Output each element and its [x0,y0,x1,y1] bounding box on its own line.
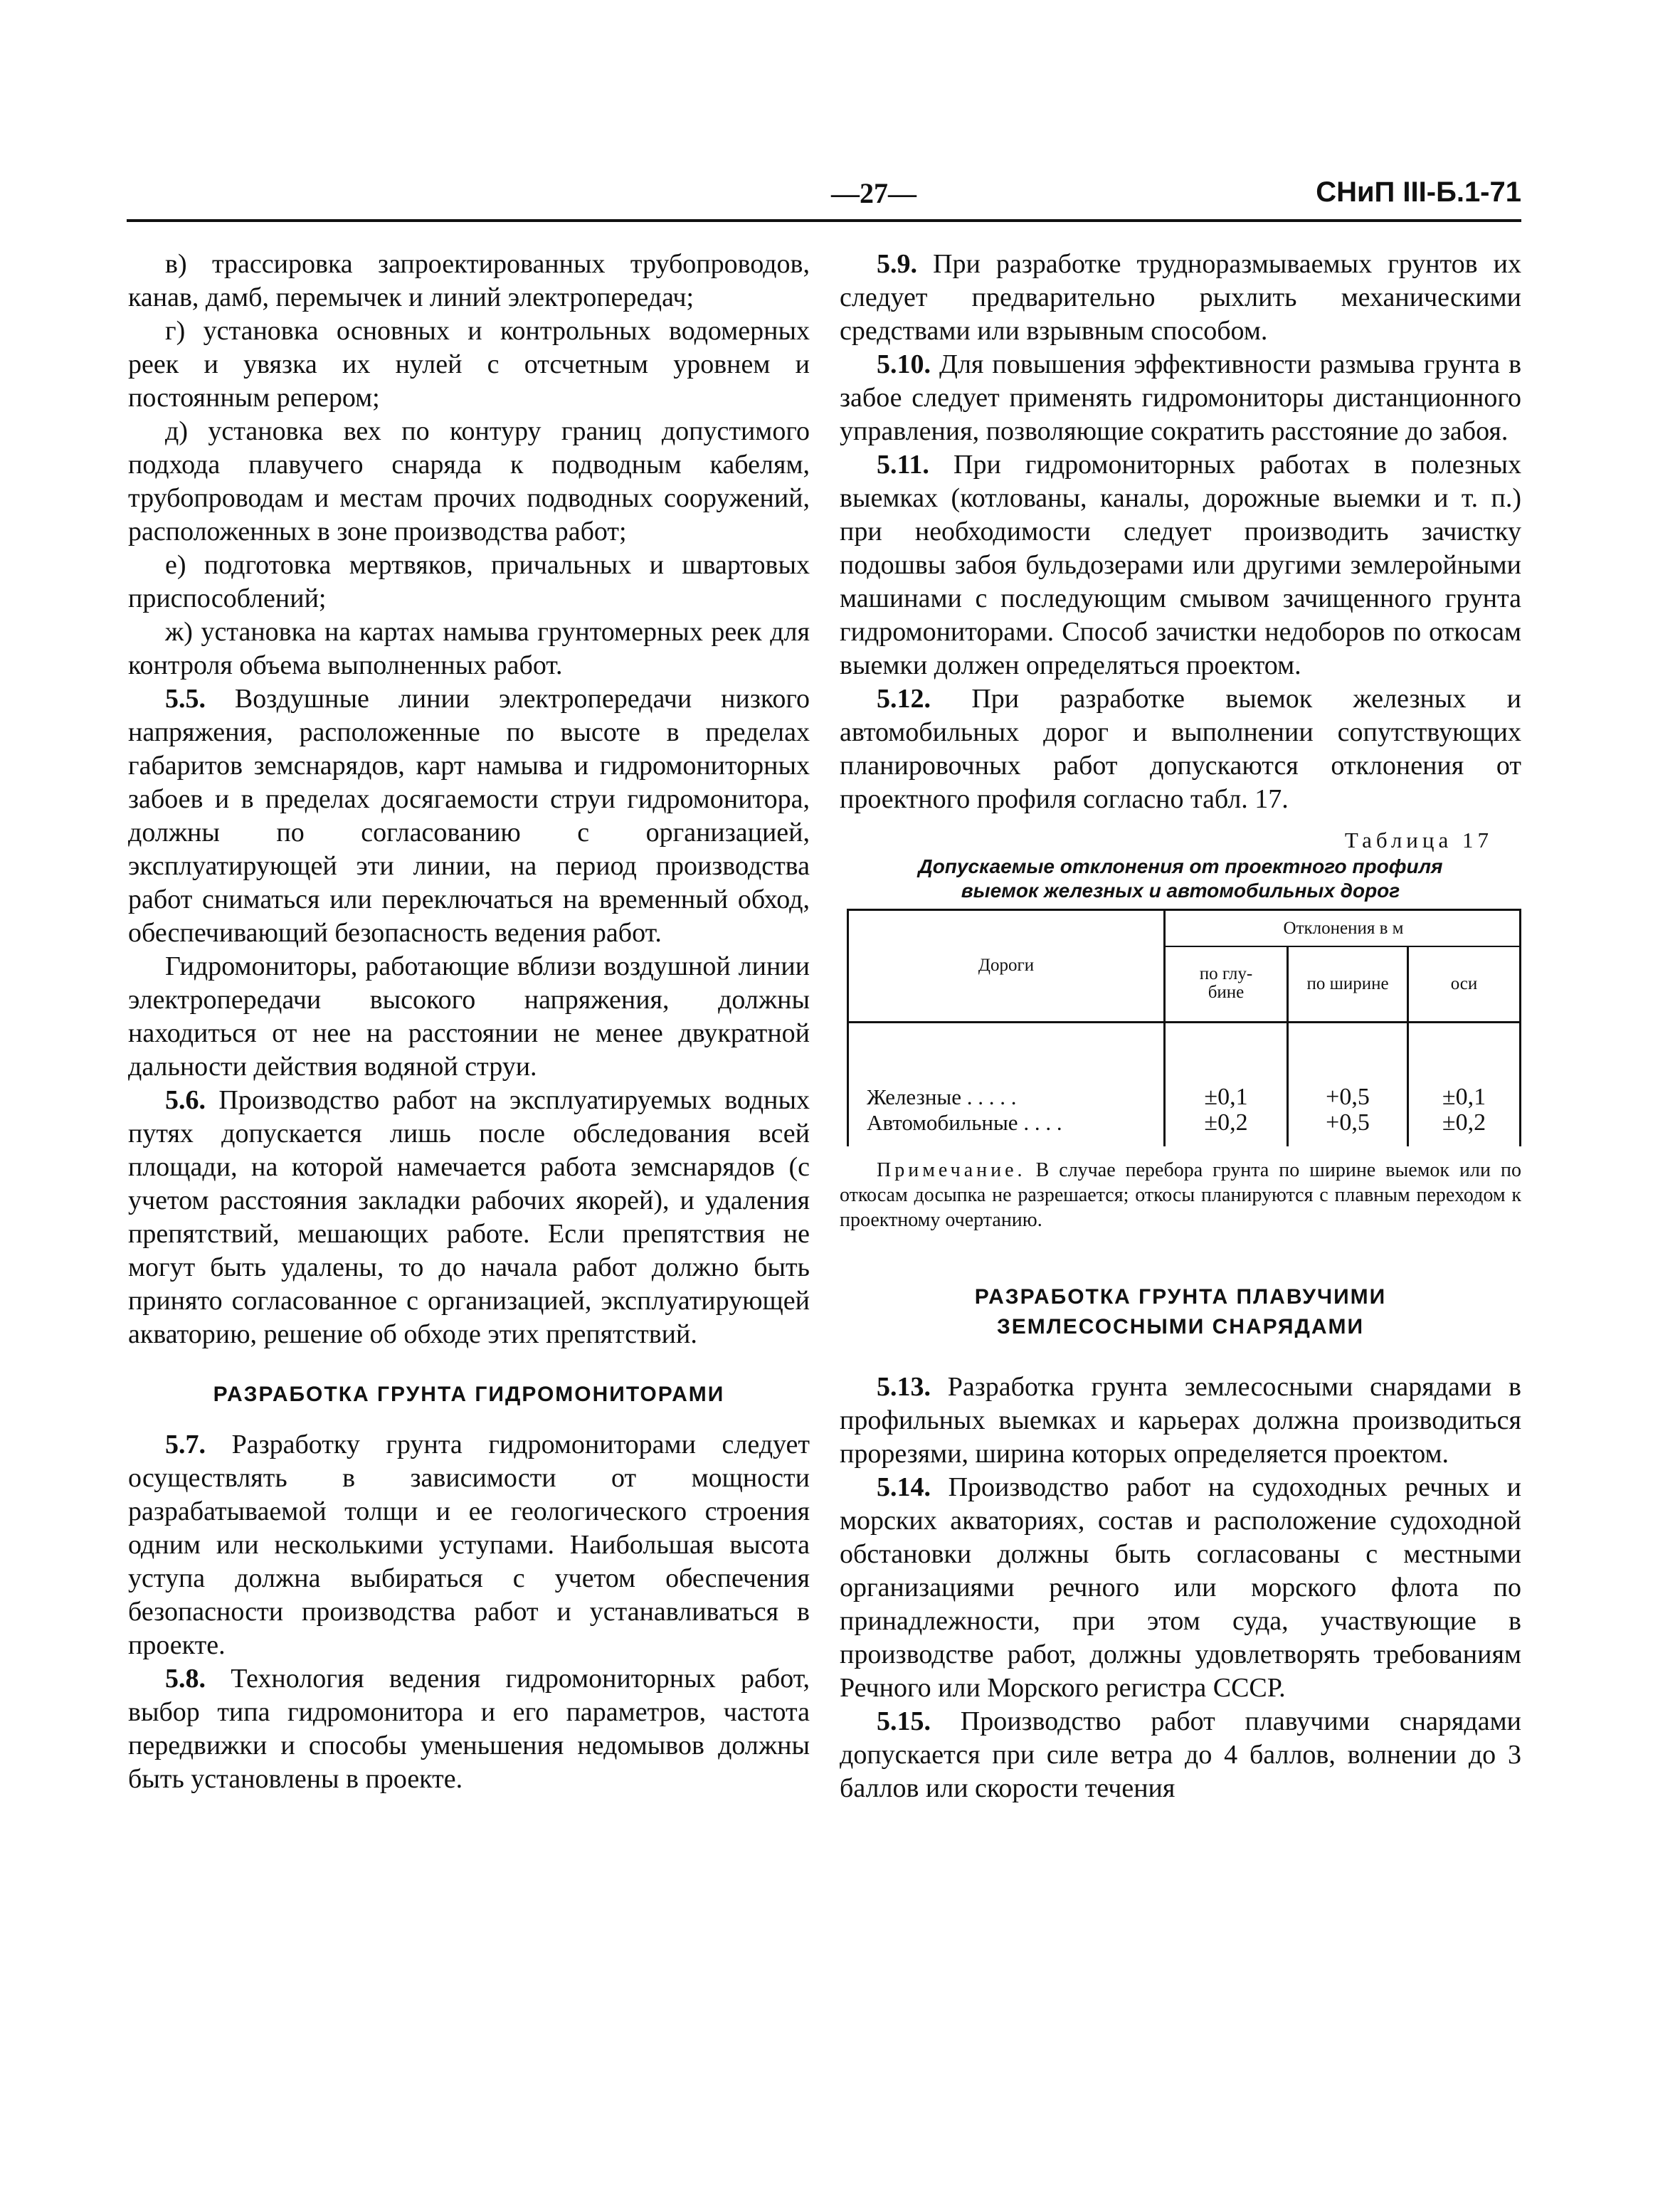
paragraph-5-14 [840,1471,1521,1705]
clause-number: 5.15. [877,1706,931,1736]
clause-text: При гидромониторных работах в полезных выемках (котлованы, каналы, дорожные выемки и т. п.) при необходимости следует производить зачистку подошвы забоя бульдозерами или другими землеройными машинами с последующим смывом зачищенного грунта гидромониторами. Способ зачистки недоборов по откосам выемки должен определяться проектом. [840,450,1522,680]
clause-number: 5.6. [165,1085,206,1115]
table-left-rule [847,909,849,1146]
section-heading-dredgers [840,1282,1521,1342]
page-number: —27— [831,177,916,209]
section-heading-hydromonitors: РАЗРАБОТКА ГРУНТА ГИДРОМОНИТОРАМИ [213,1383,725,1406]
column-header-depth-line-1: по глу- [1199,964,1253,983]
paragraph-5-13 [840,1371,1521,1471]
column-header-depth-line-2: бине [1208,983,1245,1002]
cell-railway-depth: ±0,1 [1204,1084,1248,1110]
clause-number: 5.13. [877,1372,931,1402]
note-label: Примечание. [877,1159,1026,1181]
clause-text: Воздушные линии электропередачи низкого напряжения, расположенные по высоте в пределах габаритов земснарядов, карт намыва и гидромониторных забоев и в пределах досягаемости струи гидромонитора, должны по согласованию с организацией, эксплуатирующей эти линии, на период производства работ сниматься или переключаться на временный обход, обеспечивающий безопасность ведения работ. [128,684,810,948]
paragraph-5-9 [840,248,1521,348]
paragraph-5-5 [128,682,810,950]
column-header-deviations: Отклонения в м [1283,919,1404,938]
row-label-railway: Железные . . . . . [867,1084,1017,1109]
clause-text: Разработку грунта гидромониторами следует осуществлять в зависимости от мощности разрабатываемой толщи и ее геологического строения одним или несколькими уступами. Наибольшая высота уступа должна выбираться с учетом обеспечения безопасности производства работ и устанавливаться в проекте. [128,1430,810,1660]
clause-number: 5.11. [877,450,929,480]
cell-highway-depth: ±0,2 [1204,1109,1248,1136]
clause-text: При разработке выемок железных и автомобильных дорог и выполнении сопутствующих планировочных работ допускаются отклонения от проектного профиля согласно табл. 17. [840,684,1521,814]
paragraph-5-11 [840,448,1521,682]
cell-railway-width: +0,5 [1326,1084,1370,1110]
clause-number: 5.8. [165,1664,206,1694]
cell-highway-axis: ±0,2 [1442,1109,1486,1136]
paragraph-5-12 [840,682,1521,816]
paragraph-5-7 [128,1428,810,1662]
clause-text: Производство работ на эксплуатируемых водных путях допускается лишь после обследования всей площади, на которой намечается работа земснарядов (с учетом расстояния закладки рабочих якорей), и удаления препятствий, мешающих работе. Если препятствия не могут быть удалены, то до начала работ должно быть принято согласованное с организацией, эксплуатирующей акваторию, решение об обходе этих препятствий. [128,1085,810,1349]
heading-line-1: РАЗРАБОТКА ГРУНТА ПЛАВУЧИМИ [974,1285,1387,1309]
header-rule [127,219,1521,222]
column-header-roads: Дороги [978,956,1035,975]
heading-line-2: ЗЕМЛЕСОСНЫМИ СНАРЯДАМИ [996,1315,1365,1338]
clause-text: Для повышения эффективности размыва грунта в забое следует применять гидромониторы дистанционного управления, позволяющие сократить расстояние до забоя. [840,349,1522,446]
clause-text: Технология ведения гидромониторных работ, выбор типа гидромонитора и его параметров, частота передвижки и способы уменьшения недомывов должны быть установлены в проекте. [128,1664,810,1794]
clause-text: Разработка грунта землесосными снарядами в профильных выемках и карьерах должна производиться прорезями, ширина которых определяется проектом. [840,1372,1521,1469]
list-item-e: е) подготовка мертвяков, причальных и швартовых приспособлений; [128,550,810,613]
clause-text: Производство работ плавучими снарядами допускается при силе ветра до 4 баллов, волнении до 3 баллов или скорости течения [840,1706,1521,1803]
cell-highway-width: +0,5 [1326,1109,1370,1136]
list-item-d: д) установка вех по контуру границ допустимого подхода плавучего снаряда к подводным кабелям, трубопроводам и местам прочих подводных сооружений, расположенных в зоне производства работ; [128,416,810,546]
table-label: Таблица 17 [1344,828,1493,852]
column-header-axis: оси [1450,974,1478,993]
row-label-highway: Автомобильные . . . . [867,1110,1062,1135]
deviation-table [840,909,1521,1146]
cell-railway-axis: ±0,1 [1442,1084,1486,1110]
clause-text: Производство работ на судоходных речных и морских акваториях, состав и расположение судоходной обстановки должны быть согласованы с местными организациями речного или морского флота по принадлежности, при этом суда, участвующие в производстве работ, должны удовлетворять требованиям Речного или Морского регистра СССР. [840,1472,1521,1703]
clause-text: При разработке трудноразмываемых грунтов их следует предварительно рыхлить механическими средствами или взрывным способом. [840,249,1522,346]
paragraph-5-10 [840,348,1521,448]
clause-number: 5.9. [877,249,917,279]
clause-number: 5.7. [165,1430,206,1459]
table-top-rule [847,909,1521,911]
list-item-zh: ж) установка на картах намыва грунтомерных реек для контроля объема выполненных работ. [128,617,810,680]
column-header-width: по ширине [1306,974,1389,993]
table-right-rule [1519,909,1521,1146]
table-note [840,1158,1521,1232]
left-column [128,248,810,1796]
list-item-v: в) трассировка запроектированных трубопроводов, канав, дамб, перемычек и линий электропередач; [128,249,810,312]
list-item-g: г) установка основных и контрольных водомерных реек и увязка их нулей с отсчетным уровнем и постоянным репером; [128,316,810,413]
paragraph-5-15 [840,1705,1521,1805]
table-group-rule [1163,946,1521,947]
paragraph-5-5-b: Гидромониторы, работающие вблизи воздушной линии электропередачи высокого напряжения, должны находиться от нее на расстоянии не менее двукратной дальности действия водяной струи. [128,951,810,1082]
right-column [840,248,1521,1805]
page-header [127,176,1521,219]
clause-number: 5.5. [165,684,206,714]
table-title-line-2: выемок железных и автомобильных дорог [961,880,1400,902]
clause-number: 5.10. [877,349,931,379]
clause-number: 5.12. [877,684,931,714]
note-text: В случае перебора грунта по ширине выемок или по откосам досыпка не разрешается; откосы планируются с плавным переходом к проектному очертанию. [840,1159,1522,1231]
paragraph-5-6 [128,1084,810,1351]
table-header-rule [847,1021,1521,1023]
document-code: СНиП III-Б.1-71 [1316,176,1521,208]
clause-number: 5.14. [877,1472,931,1502]
paragraph-5-8 [128,1662,810,1796]
table-title-line-1: Допускаемые отклонения от проектного профиля [918,855,1443,877]
